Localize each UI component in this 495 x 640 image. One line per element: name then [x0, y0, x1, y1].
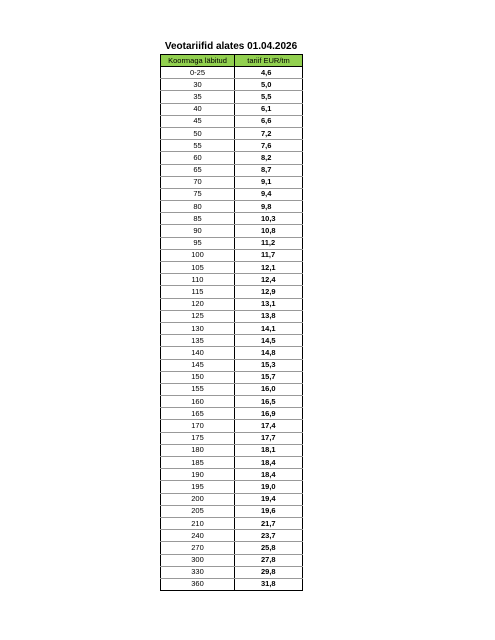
load-distance-cell: 330	[161, 566, 235, 578]
load-distance-cell: 125	[161, 310, 235, 322]
load-distance-cell: 170	[161, 420, 235, 432]
table-row	[161, 517, 303, 529]
tariff-rate-cell: 7,6	[235, 140, 303, 152]
tariff-rate-cell: 23,7	[235, 530, 303, 542]
load-distance-cell: 145	[161, 359, 235, 371]
table-row	[161, 67, 303, 79]
tariff-rate-cell: 14,5	[235, 335, 303, 347]
load-distance-cell: 240	[161, 530, 235, 542]
table-row	[161, 371, 303, 383]
load-distance-cell: 50	[161, 127, 235, 139]
table-row	[161, 420, 303, 432]
tariff-table	[160, 54, 303, 591]
table-row	[161, 237, 303, 249]
load-distance-cell: 180	[161, 444, 235, 456]
table-row	[161, 408, 303, 420]
document-title: Veotariifid alates 01.04.2026	[164, 41, 298, 52]
table-row	[161, 140, 303, 152]
tariff-rate-cell: 5,0	[235, 79, 303, 91]
table-row	[161, 335, 303, 347]
load-distance-cell: 70	[161, 176, 235, 188]
load-distance-cell: 360	[161, 578, 235, 590]
load-distance-cell: 300	[161, 554, 235, 566]
load-distance-cell: 40	[161, 103, 235, 115]
table-row	[161, 542, 303, 554]
load-distance-cell: 115	[161, 286, 235, 298]
load-distance-cell: 100	[161, 249, 235, 261]
table-row	[161, 225, 303, 237]
tariff-rate-cell: 17,4	[235, 420, 303, 432]
column-header-load: Koormaga läbitud	[161, 55, 235, 67]
tariff-rate-cell: 8,7	[235, 164, 303, 176]
tariff-rate-cell: 8,2	[235, 152, 303, 164]
load-distance-cell: 135	[161, 335, 235, 347]
tariff-rate-cell: 18,4	[235, 457, 303, 469]
load-distance-cell: 175	[161, 432, 235, 444]
table-row	[161, 310, 303, 322]
table-row	[161, 554, 303, 566]
tariff-rate-cell: 10,3	[235, 213, 303, 225]
table-row	[161, 298, 303, 310]
tariff-rate-cell: 4,6	[235, 67, 303, 79]
tariff-table-body	[161, 67, 303, 591]
load-distance-cell: 165	[161, 408, 235, 420]
load-distance-cell: 45	[161, 115, 235, 127]
load-distance-cell: 120	[161, 298, 235, 310]
table-row	[161, 383, 303, 395]
tariff-rate-cell: 29,8	[235, 566, 303, 578]
load-distance-cell: 185	[161, 457, 235, 469]
table-row	[161, 444, 303, 456]
load-distance-cell: 75	[161, 188, 235, 200]
load-distance-cell: 90	[161, 225, 235, 237]
tariff-rate-cell: 6,1	[235, 103, 303, 115]
table-header-row	[161, 55, 303, 67]
load-distance-cell: 85	[161, 213, 235, 225]
table-row	[161, 91, 303, 103]
tariff-rate-cell: 15,3	[235, 359, 303, 371]
load-distance-cell: 195	[161, 481, 235, 493]
load-distance-cell: 105	[161, 262, 235, 274]
tariff-rate-cell: 16,5	[235, 396, 303, 408]
tariff-rate-cell: 19,4	[235, 493, 303, 505]
table-row	[161, 115, 303, 127]
load-distance-cell: 30	[161, 79, 235, 91]
tariff-rate-cell: 16,0	[235, 383, 303, 395]
table-row	[161, 262, 303, 274]
table-row	[161, 457, 303, 469]
table-row	[161, 176, 303, 188]
column-header-tariff: tariif EUR/tm	[235, 55, 303, 67]
table-row	[161, 530, 303, 542]
tariff-rate-cell: 12,9	[235, 286, 303, 298]
tariff-rate-cell: 17,7	[235, 432, 303, 444]
load-distance-cell: 65	[161, 164, 235, 176]
tariff-rate-cell: 11,7	[235, 249, 303, 261]
tariff-rate-cell: 14,1	[235, 322, 303, 334]
tariff-rate-cell: 13,8	[235, 310, 303, 322]
table-row	[161, 79, 303, 91]
tariff-rate-cell: 5,5	[235, 91, 303, 103]
load-distance-cell: 190	[161, 469, 235, 481]
tariff-rate-cell: 12,4	[235, 274, 303, 286]
table-row	[161, 432, 303, 444]
tariff-rate-cell: 27,8	[235, 554, 303, 566]
table-row	[161, 493, 303, 505]
table-row	[161, 505, 303, 517]
tariff-rate-cell: 18,1	[235, 444, 303, 456]
load-distance-cell: 155	[161, 383, 235, 395]
load-distance-cell: 200	[161, 493, 235, 505]
table-row	[161, 103, 303, 115]
load-distance-cell: 35	[161, 91, 235, 103]
tariff-rate-cell: 25,8	[235, 542, 303, 554]
table-row	[161, 286, 303, 298]
tariff-rate-cell: 15,7	[235, 371, 303, 383]
load-distance-cell: 130	[161, 322, 235, 334]
table-row	[161, 213, 303, 225]
tariff-rate-cell: 13,1	[235, 298, 303, 310]
load-distance-cell: 150	[161, 371, 235, 383]
tariff-rate-cell: 21,7	[235, 517, 303, 529]
tariff-rate-cell: 18,4	[235, 469, 303, 481]
tariff-rate-cell: 9,1	[235, 176, 303, 188]
table-row	[161, 188, 303, 200]
table-row	[161, 322, 303, 334]
load-distance-cell: 270	[161, 542, 235, 554]
table-row	[161, 469, 303, 481]
tariff-rate-cell: 11,2	[235, 237, 303, 249]
tariff-rate-cell: 31,8	[235, 578, 303, 590]
load-distance-cell: 95	[161, 237, 235, 249]
load-distance-cell: 55	[161, 140, 235, 152]
table-row	[161, 566, 303, 578]
table-row	[161, 359, 303, 371]
load-distance-cell: 80	[161, 201, 235, 213]
table-row	[161, 274, 303, 286]
tariff-rate-cell: 19,6	[235, 505, 303, 517]
tariff-rate-cell: 7,2	[235, 127, 303, 139]
table-row	[161, 152, 303, 164]
tariff-rate-cell: 14,8	[235, 347, 303, 359]
load-distance-cell: 110	[161, 274, 235, 286]
table-row	[161, 127, 303, 139]
tariff-rate-cell: 16,9	[235, 408, 303, 420]
table-row	[161, 578, 303, 590]
table-row	[161, 396, 303, 408]
tariff-rate-cell: 10,8	[235, 225, 303, 237]
table-row	[161, 201, 303, 213]
tariff-rate-cell: 12,1	[235, 262, 303, 274]
load-distance-cell: 160	[161, 396, 235, 408]
table-row	[161, 481, 303, 493]
tariff-rate-cell: 9,4	[235, 188, 303, 200]
table-row	[161, 249, 303, 261]
load-distance-cell: 0-25	[161, 67, 235, 79]
load-distance-cell: 205	[161, 505, 235, 517]
tariff-rate-cell: 6,6	[235, 115, 303, 127]
load-distance-cell: 210	[161, 517, 235, 529]
tariff-rate-cell: 9,8	[235, 201, 303, 213]
tariff-rate-cell: 19,0	[235, 481, 303, 493]
load-distance-cell: 140	[161, 347, 235, 359]
load-distance-cell: 60	[161, 152, 235, 164]
table-row	[161, 347, 303, 359]
table-row	[161, 164, 303, 176]
